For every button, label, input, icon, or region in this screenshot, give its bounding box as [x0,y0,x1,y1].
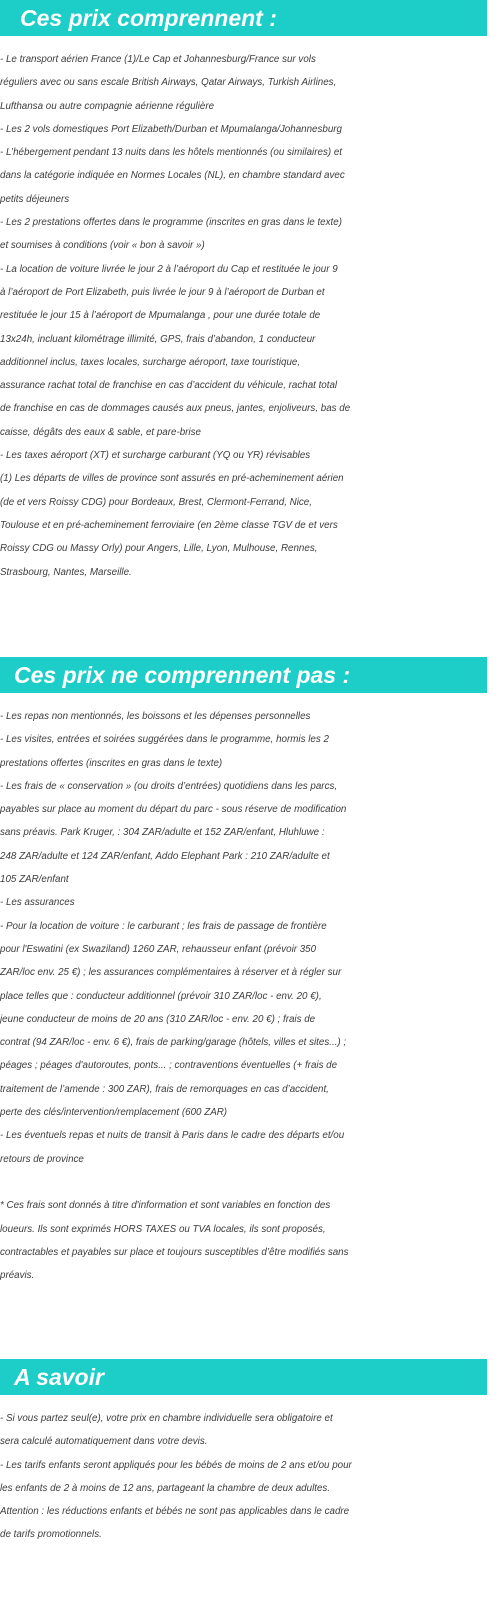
text-line: - Les éventuels repas et nuits de transit à Paris dans le cadre des départs et/ou [0,1130,345,1142]
text-line: Attention : les réductions enfants et bébés ne sont pas applicables dans le cadre [0,1506,350,1518]
text-line: - Les 2 vols domestiques Port Elizabeth/Durban et Mpumalanga/Johannesburg [0,123,343,135]
text-line: petits déjeuners [0,193,70,205]
text-line: et soumises à conditions (voir « bon à savoir ») [0,240,205,252]
text-line: sera calculé automatiquement dans votre devis. [0,1436,208,1448]
text-line: les enfants de 2 à moins de 12 ans, partageant la chambre de deux adultes. [0,1482,331,1494]
text-line: Roissy CDG ou Massy Orly) pour Angers, Lille, Lyon, Mulhouse, Rennes, [0,543,318,555]
section-body [0,705,498,1287]
text-line: restituée le jour 15 à l’aéroport de Mpumalanga , pour une durée totale de [0,310,321,322]
text-line: jeune conducteur de moins de 20 ans (310 ZAR/loc - env. 20 €) ; frais de [0,1013,316,1025]
section-title: A savoir [0,1359,487,1395]
section-not-included [0,657,500,1287]
section-good-to-know [0,1359,500,1547]
text-line: - Les taxes aéroport (XT) et surcharge carburant (YQ ou YR) révisables [0,450,311,462]
text-line: péages ; péages d'autoroutes, ponts... ; contraventions éventuelles (+ frais de [0,1060,338,1072]
text-line: caisse, dégâts des eaux & sable, et pare-brise [0,426,201,438]
text-line: traitement de l’amende : 300 ZAR), frais de remorquages en cas d’accident, [0,1083,329,1095]
text-line: assurance rachat total de franchise en cas d’accident du véhicule, rachat total [0,380,338,392]
text-line: loueurs. Ils sont exprimés HORS TAXES ou TVA locales, ils sont proposés, [0,1223,326,1235]
text-line: de tarifs promotionnels. [0,1529,102,1541]
text-line: prestations offertes (inscrites en gras dans le texte) [0,757,223,769]
text-line: dans la catégorie indiquée en Normes Locales (NL), en chambre standard avec [0,170,345,182]
text-line: - Les assurances [0,897,75,909]
text-line: * Ces frais sont donnés à titre d'information et sont variables en fonction des [0,1200,331,1212]
text-line: - Pour la location de voiture : le carburant ; les frais de passage de frontière [0,920,327,932]
text-line: 105 ZAR/enfant [0,874,69,886]
text-line: - Le transport aérien France (1)/Le Cap et Johannesburg/France sur vols [0,54,316,65]
text-line: préavis. [0,1270,35,1282]
text-line: - Les repas non mentionnés, les boissons et les dépenses personnelles [0,711,311,722]
section-body [0,48,498,584]
text-line: - Si vous partez seul(e), votre prix en chambre individuelle sera obligatoire et [0,1413,333,1424]
text-line: à l’aéroport de Port Elizabeth, puis livrée le jour 9 à l’aéroport de Durban et [0,286,325,298]
text-line: - Les 2 prestations offertes dans le programme (inscrites en gras dans le texte) [0,217,342,229]
text-line: Lufthansa ou autre compagnie aérienne régulière [0,100,215,112]
section-included [0,0,500,584]
text-line: contractables et payables sur place et toujours susceptibles d’être modifiés sans [0,1246,349,1258]
text-line: réguliers avec ou sans escale British Airways, Qatar Airways, Turkish Airlines, [0,77,337,89]
section-title: Ces prix ne comprennent pas : [0,657,487,693]
text-line: - Les visites, entrées et soirées suggérées dans le programme, hormis les 2 [0,734,329,746]
text-line: de franchise en cas de dommages causés aux pneus, jantes, enjoliveurs, bas de [0,403,351,415]
text-line: perte des clés/intervention/remplacement (600 ZAR) [0,1107,228,1119]
text-line: 248 ZAR/adulte et 124 ZAR/enfant, Addo Elephant Park : 210 ZAR/adulte et [0,850,330,862]
blank-line [0,1171,498,1194]
text-line: - La location de voiture livrée le jour 2 à l’aéroport du Cap et restituée le jour 9 [0,263,338,275]
section-body [0,1407,498,1547]
text-line: retours de province [0,1153,84,1165]
text-line: pour l'Eswatini (ex Swaziland) 1260 ZAR, rehausseur enfant (prévoir 350 [0,943,317,955]
text-line: sans préavis. Park Kruger, : 304 ZAR/adulte et 152 ZAR/enfant, Hluhluwe : [0,827,325,839]
text-line: payables sur place au moment du départ du parc - sous réserve de modification [0,804,347,816]
text-line: - L’hébergement pendant 13 nuits dans les hôtels mentionnés (ou similaires) et [0,147,343,159]
text-line: ZAR/loc env. 25 €) ; les assurances complémentaires à réserver et à régler sur [0,967,342,979]
text-line: additionnel inclus, taxes locales, surcharge aéroport, taxe touristique, [0,356,301,368]
section-title: Ces prix comprennent : [0,0,487,36]
text-line: - Les frais de « conservation » (ou droits d’entrées) quotidiens dans les parcs, [0,780,338,792]
text-line: (de et vers Roissy CDG) pour Bordeaux, Brest, Clermont-Ferrand, Nice, [0,496,312,508]
text-line: - Les tarifs enfants seront appliqués pour les bébés de moins de 2 ans et/ou pour [0,1459,352,1471]
text-line: Toulouse et en pré-acheminement ferroviaire (en 2ème classe TGV de et vers [0,519,338,531]
text-line: (1) Les départs de villes de province sont assurés en pré-acheminement aérien [0,473,344,485]
text-line: Strasbourg, Nantes, Marseille. [0,566,132,578]
text-line: 13x24h, incluant kilométrage illimité, GPS, frais d’abandon, 1 conducteur [0,333,316,345]
text-line: place telles que : conducteur additionnel (prévoir 310 ZAR/loc - env. 20 €), [0,990,322,1002]
text-line: contrat (94 ZAR/loc - env. 6 €), frais de parking/garage (hôtels, villes et sites...) ; [0,1037,347,1049]
